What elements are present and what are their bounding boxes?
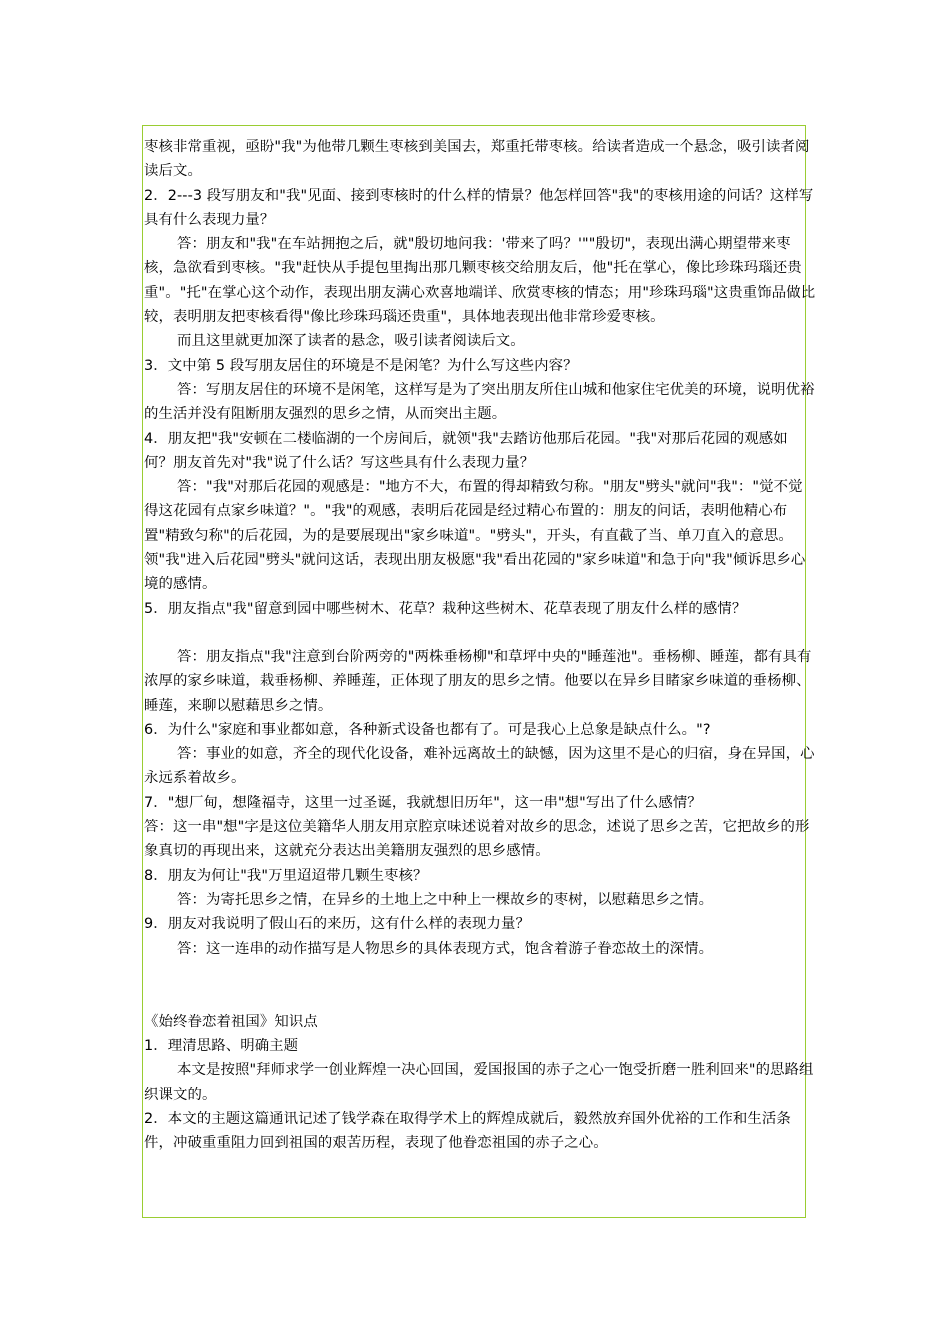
question-7: 7．"想厂甸，想隆福寺，这里一过圣诞，我就想旧历年"，这一串"想"写出了什么感情？ [144, 794, 702, 811]
answer-2: 答：朋友和"我"在车站拥抱之后，就"殷切地问我：'带来了吗？'""殷切"，表现出满心期望带来枣核，急欲看到枣核。"我"赶快从手提包里掏出那几颗枣核交给朋友后，他"托在掌心，像比珍珠玛瑙还贵重"。"托"在掌心这个动作，表现出朋友满心欢喜地端详、欣赏枣核的情态；用"珍珠玛瑙"这贵重饰品做比较，表明朋友把枣核看得"像比珍珠玛瑙还贵重"，具体地表现出他非常珍爱枣核。 [144, 236, 816, 326]
section-spacer [144, 961, 816, 1010]
answer-6: 答：事业的如意，齐全的现代化设备，难补远离故土的缺憾，因为这里不是心的归宿，身在异国，心永远系着故乡。 [144, 746, 815, 787]
answer-8: 答：为寄托思乡之情，在异乡的土地上之中种上一棵故乡的枣树，以慰藉思乡之情。 [177, 891, 714, 908]
answer-2-continued: 而且这里就更加深了读者的悬念，吸引读者阅读后文。 [177, 333, 525, 350]
point-1-heading: 1．理清思路、明确主题 [144, 1038, 299, 1055]
question-3: 3．文中第 5 段写朋友居住的环境是不是闲笔？为什么写这些内容？ [144, 357, 578, 374]
question-9: 9．朋友对我说明了假山石的来历，这有什么样的表现力量？ [144, 916, 531, 933]
spacer [144, 621, 816, 645]
answer-7: 答：这一串"想"字是这位美籍华人朋友用京腔京味述说着对故乡的思念，述说了思乡之苦，它把故乡的形象真切的再现出来，这就充分表达出美籍朋友强烈的思乡感情。 [144, 819, 810, 860]
document-body [144, 135, 816, 1156]
point-2: 2．本文的主题这篇通讯记述了钱学森在取得学术上的辉煌成就后，毅然放弃国外优裕的工作和生活条件，冲破重重阻力回到祖国的艰苦历程，表现了他眷恋祖国的赤子之心。 [144, 1110, 791, 1152]
paragraph-0: 枣核非常重视，亟盼"我"为他带几颗生枣核到美国去，郑重托带枣核。给读者造成一个悬念，吸引读者阅读后文。 [144, 139, 810, 180]
answer-3: 答：写朋友居住的环境不是闲笔，这样写是为了突出朋友所住山城和他家住宅优美的环境，说明优裕的生活并没有阻断朋友强烈的思乡之情，从而突出主题。 [144, 381, 815, 423]
question-6: 6．为什么"家庭和事业都如意，各种新式设备也都有了。可是我心上总象是缺点什么。"? [144, 721, 711, 738]
answer-4: 答："我"对那后花园的观感是："地方不大，布置的得却精致匀称。"朋友"劈头"就问"我"："觉不觉得这花园有点家乡味道？"。"我"的观感，表明后花园是经过精心布置的：朋友的问话，表明他精心布置"精致匀称"的后花园，为的是要展现出"家乡味道"。"劈头"，开头，有直截了当、单刀直入的意思。领"我"进入后花园"劈头"就问这话，表现出朋友极愿"我"看出花园的"家乡味道"和急于向"我"倾诉思乡心境的感情。 [144, 479, 806, 593]
point-1-body: 本文是按照"拜师求学一创业辉煌一决心回国，爱国报国的赤子之心一饱受折磨一胜利回来"的思路组织课文的。 [144, 1062, 814, 1103]
section-title: 《始终眷恋着祖国》知识点 [144, 1013, 318, 1030]
question-5: 5．朋友指点"我"留意到园中哪些树木、花草？栽种这些树木、花草表现了朋友什么样的感情？ [144, 600, 747, 617]
question-4: 4．朋友把"我"安顿在二楼临湖的一个房间后，就领"我"去踏访他那后花园。"我"对那后花园的观感如何？朋友首先对"我"说了什么话？写这些具有什么表现力量？ [144, 430, 788, 471]
question-2: 2．2---3 段写朋友和"我"见面、接到枣核时的什么样的情景？他怎样回答"我"的枣核用途的问话？这样写具有什么表现力量？ [144, 187, 814, 228]
answer-9: 答：这一连串的动作描写是人物思乡的具体表现方式，饱含着游子眷恋故土的深情。 [177, 940, 714, 957]
question-8: 8．朋友为何让"我"万里迢迢带几颗生枣核？ [144, 867, 428, 884]
answer-5: 答：朋友指点"我"注意到台阶两旁的"两株垂杨柳"和草坪中央的"睡莲池"。垂杨柳、睡莲，都有具有浓厚的家乡味道，栽垂杨柳、养睡莲，正体现了朋友的思乡之情。他要以在异乡目睹家乡味道的垂杨柳、睡莲，来聊以慰藉思乡之情。 [144, 648, 812, 714]
